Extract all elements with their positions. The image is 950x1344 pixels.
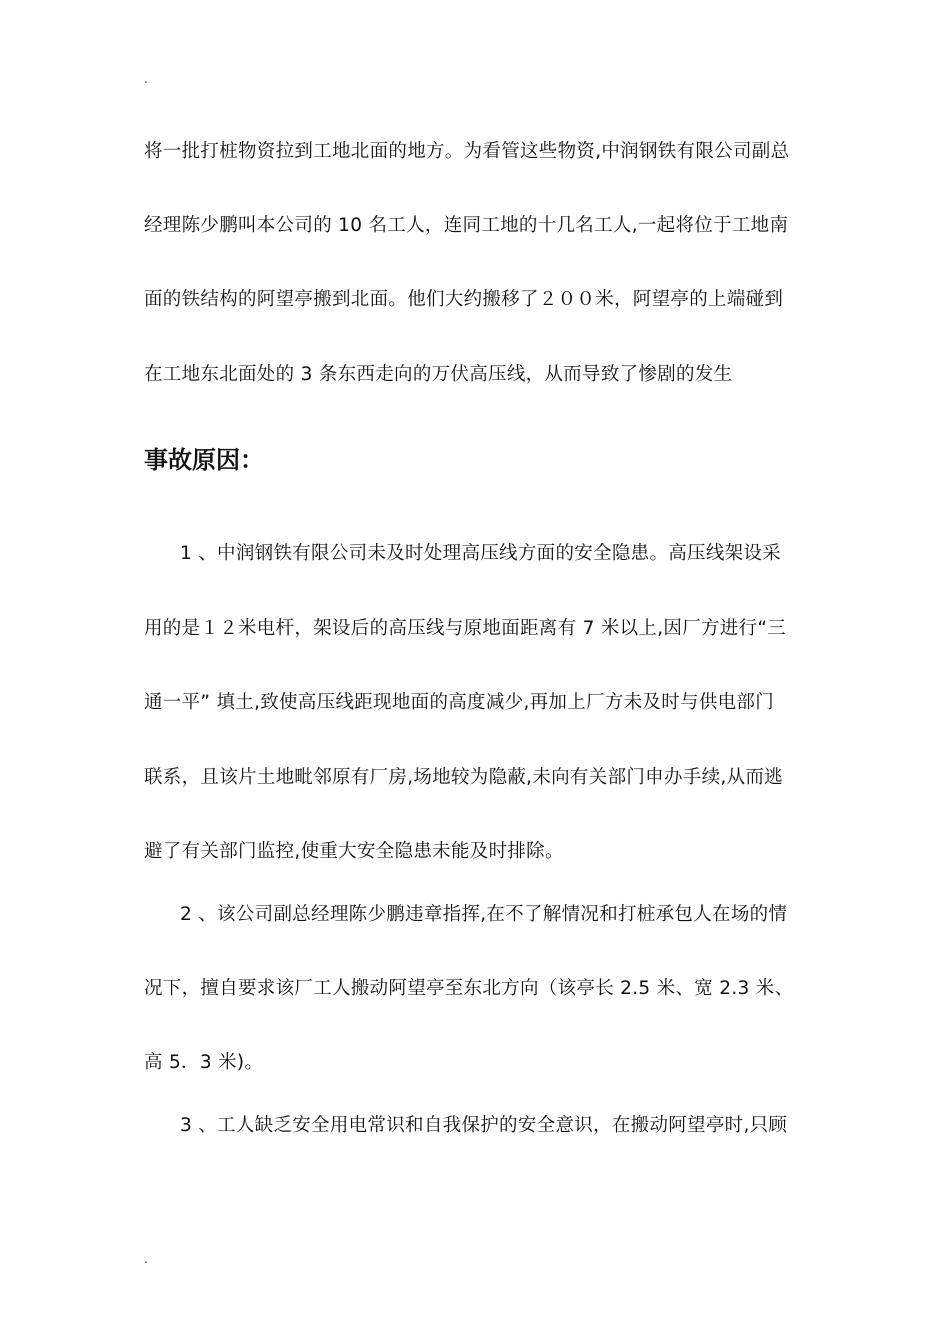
section-heading: 事故原因： — [144, 446, 264, 474]
footer-mark: . — [144, 1252, 148, 1266]
paragraph-2-line: 高 5．3 米)。 — [144, 1052, 264, 1073]
paragraph-1-line: 用的是１２米电杆，架设后的高压线与原地面距离有 7 米以上,因厂方进行“三 — [144, 618, 787, 639]
paragraph-1-line: 1 、中润钢铁有限公司未及时处理高压线方面的安全隐患。高压线架设采 — [180, 543, 782, 564]
body-line: 面的铁结构的阿望亭搬到北面。他们大约搬移了２００米，阿望亭的上端碰到 — [144, 289, 784, 310]
header-mark: . — [144, 72, 148, 86]
body-line: 经理陈少鹏叫本公司的 10 名工人，连同工地的十几名工人,一起将位于工地南 — [144, 215, 789, 236]
paragraph-1-line: 联系，且该片土地毗邻原有厂房,场地较为隐蔽,未向有关部门申办手续,从而逃 — [144, 767, 783, 788]
body-line: 在工地东北面处的 3 条东西走向的万伏高压线，从而导致了惨剧的发生 — [144, 364, 733, 385]
paragraph-1-line: 通一平” 填土,致使高压线距现地面的高度减少,再加上厂方未及时与供电部门 — [144, 692, 775, 713]
paragraph-1-line: 避了有关部门监控,使重大安全隐患未能及时排除。 — [144, 841, 564, 862]
paragraph-2-line: 2 、该公司副总经理陈少鹏违章指挥,在不了解情况和打桩承包人在场的情 — [180, 904, 788, 925]
body-line: 将一批打桩物资拉到工地北面的地方。为看管这些物资,中润钢铁有限公司副总 — [144, 141, 790, 162]
paragraph-3-line: 3 、工人缺乏安全用电常识和自我保护的安全意识，在搬动阿望亭时,只顾 — [180, 1115, 788, 1136]
paragraph-2-line: 况下，擅自要求该厂工人搬动阿望亭至东北方向（该亭长 2.5 米、宽 2.3 米、 — [144, 978, 794, 999]
